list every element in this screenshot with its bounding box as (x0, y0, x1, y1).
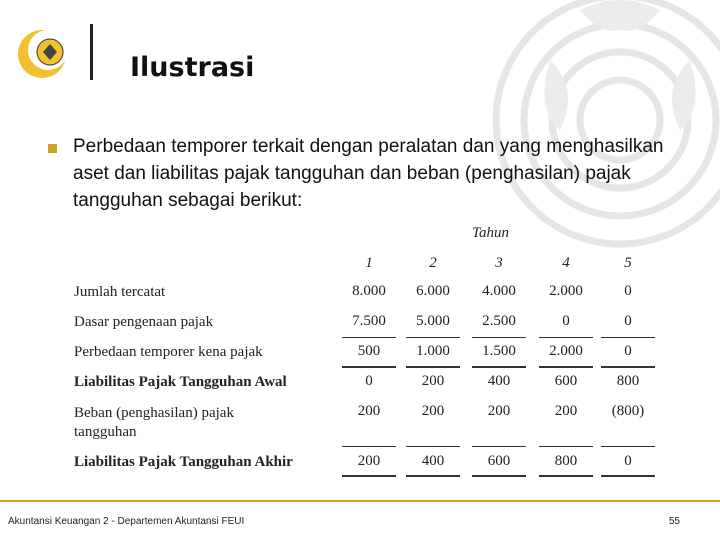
double-underline-rule (601, 475, 655, 477)
double-underline-rule (472, 475, 526, 477)
table-cell: 0 (624, 283, 632, 299)
table-row-label: Jumlah tercatat (74, 284, 166, 300)
table-row-label: Beban (penghasilan) pajak tangguhan (74, 405, 234, 440)
underline-rule (342, 446, 396, 447)
double-underline-rule (406, 475, 460, 477)
table-cell: 0 (624, 313, 632, 329)
double-underline-rule (539, 475, 593, 477)
underline-rule (406, 337, 460, 338)
table-cell: 200 (357, 403, 381, 419)
slide-title: Ilustrasi (130, 52, 255, 83)
table-cell: 0 (624, 343, 632, 359)
table-cell: 400 (487, 373, 511, 389)
table-row-label: Perbedaan temporer kena pajak (74, 344, 263, 360)
year-header: 3 (495, 255, 503, 271)
table-cell: 2.500 (482, 313, 516, 329)
table-cell: 500 (357, 343, 381, 359)
table-cell: 200 (421, 373, 445, 389)
table-cell: 200 (421, 403, 445, 419)
underline-rule (601, 366, 655, 368)
table-row-label: Liabilitas Pajak Tangguhan Akhir (74, 454, 293, 470)
table-cell: 6.000 (416, 283, 450, 299)
underline-rule (539, 446, 593, 447)
footer-text: Akuntansi Keuangan 2 - Departemen Akuntansi FEUI (8, 516, 245, 527)
underline-rule (601, 337, 655, 338)
bullet-text: Perbedaan temporer terkait dengan peralatan dan yang menghasilkan aset dan liabilitas pajak tangguhan dan beban (penghasilan) pajak tangguhan sebagai berikut: (73, 136, 664, 211)
double-underline-rule (342, 475, 396, 477)
footer-divider (0, 500, 720, 502)
year-header: 5 (624, 255, 632, 271)
page-number: 55 (668, 516, 680, 527)
table-cell: 800 (616, 373, 640, 389)
bullet-square-icon (48, 144, 57, 153)
underline-rule (406, 446, 460, 447)
table-cell: 600 (487, 453, 511, 469)
table-cell: 2.000 (549, 343, 583, 359)
table-cell: 400 (421, 453, 445, 469)
table-cell: 200 (357, 453, 381, 469)
underline-rule (472, 446, 526, 447)
deferred-tax-table (70, 222, 670, 482)
table-cell: 1.000 (416, 343, 450, 359)
table-cell: 1.500 (482, 343, 516, 359)
title-divider (90, 24, 93, 80)
year-header: 2 (429, 255, 437, 271)
year-header: 1 (365, 255, 373, 271)
table-cell: 200 (554, 403, 578, 419)
underline-rule (342, 337, 396, 338)
university-logo (12, 22, 76, 86)
table-cell: 4.000 (482, 283, 516, 299)
table-header-year: Tahun (472, 225, 509, 241)
table-row-label: Dasar pengenaan pajak (74, 314, 214, 330)
underline-rule (539, 337, 593, 338)
table-cell: 8.000 (352, 283, 386, 299)
table-cell: 2.000 (549, 283, 583, 299)
table-cell: 800 (554, 453, 578, 469)
table-cell: 600 (554, 373, 578, 389)
underline-rule (601, 446, 655, 447)
table-cell: 200 (487, 403, 511, 419)
table-cell: 5.000 (416, 313, 450, 329)
underline-rule (472, 337, 526, 338)
year-header: 4 (562, 255, 570, 271)
table-cell: 0 (365, 373, 373, 389)
table-cell: (800) (611, 403, 645, 419)
table-cell: 0 (562, 313, 570, 329)
table-row-label: Liabilitas Pajak Tangguhan Awal (74, 374, 287, 390)
underline-rule (342, 366, 396, 368)
underline-rule (539, 366, 593, 368)
table-cell: 7.500 (352, 313, 386, 329)
underline-rule (472, 366, 526, 368)
table-cell: 0 (624, 453, 632, 469)
underline-rule (406, 366, 460, 368)
